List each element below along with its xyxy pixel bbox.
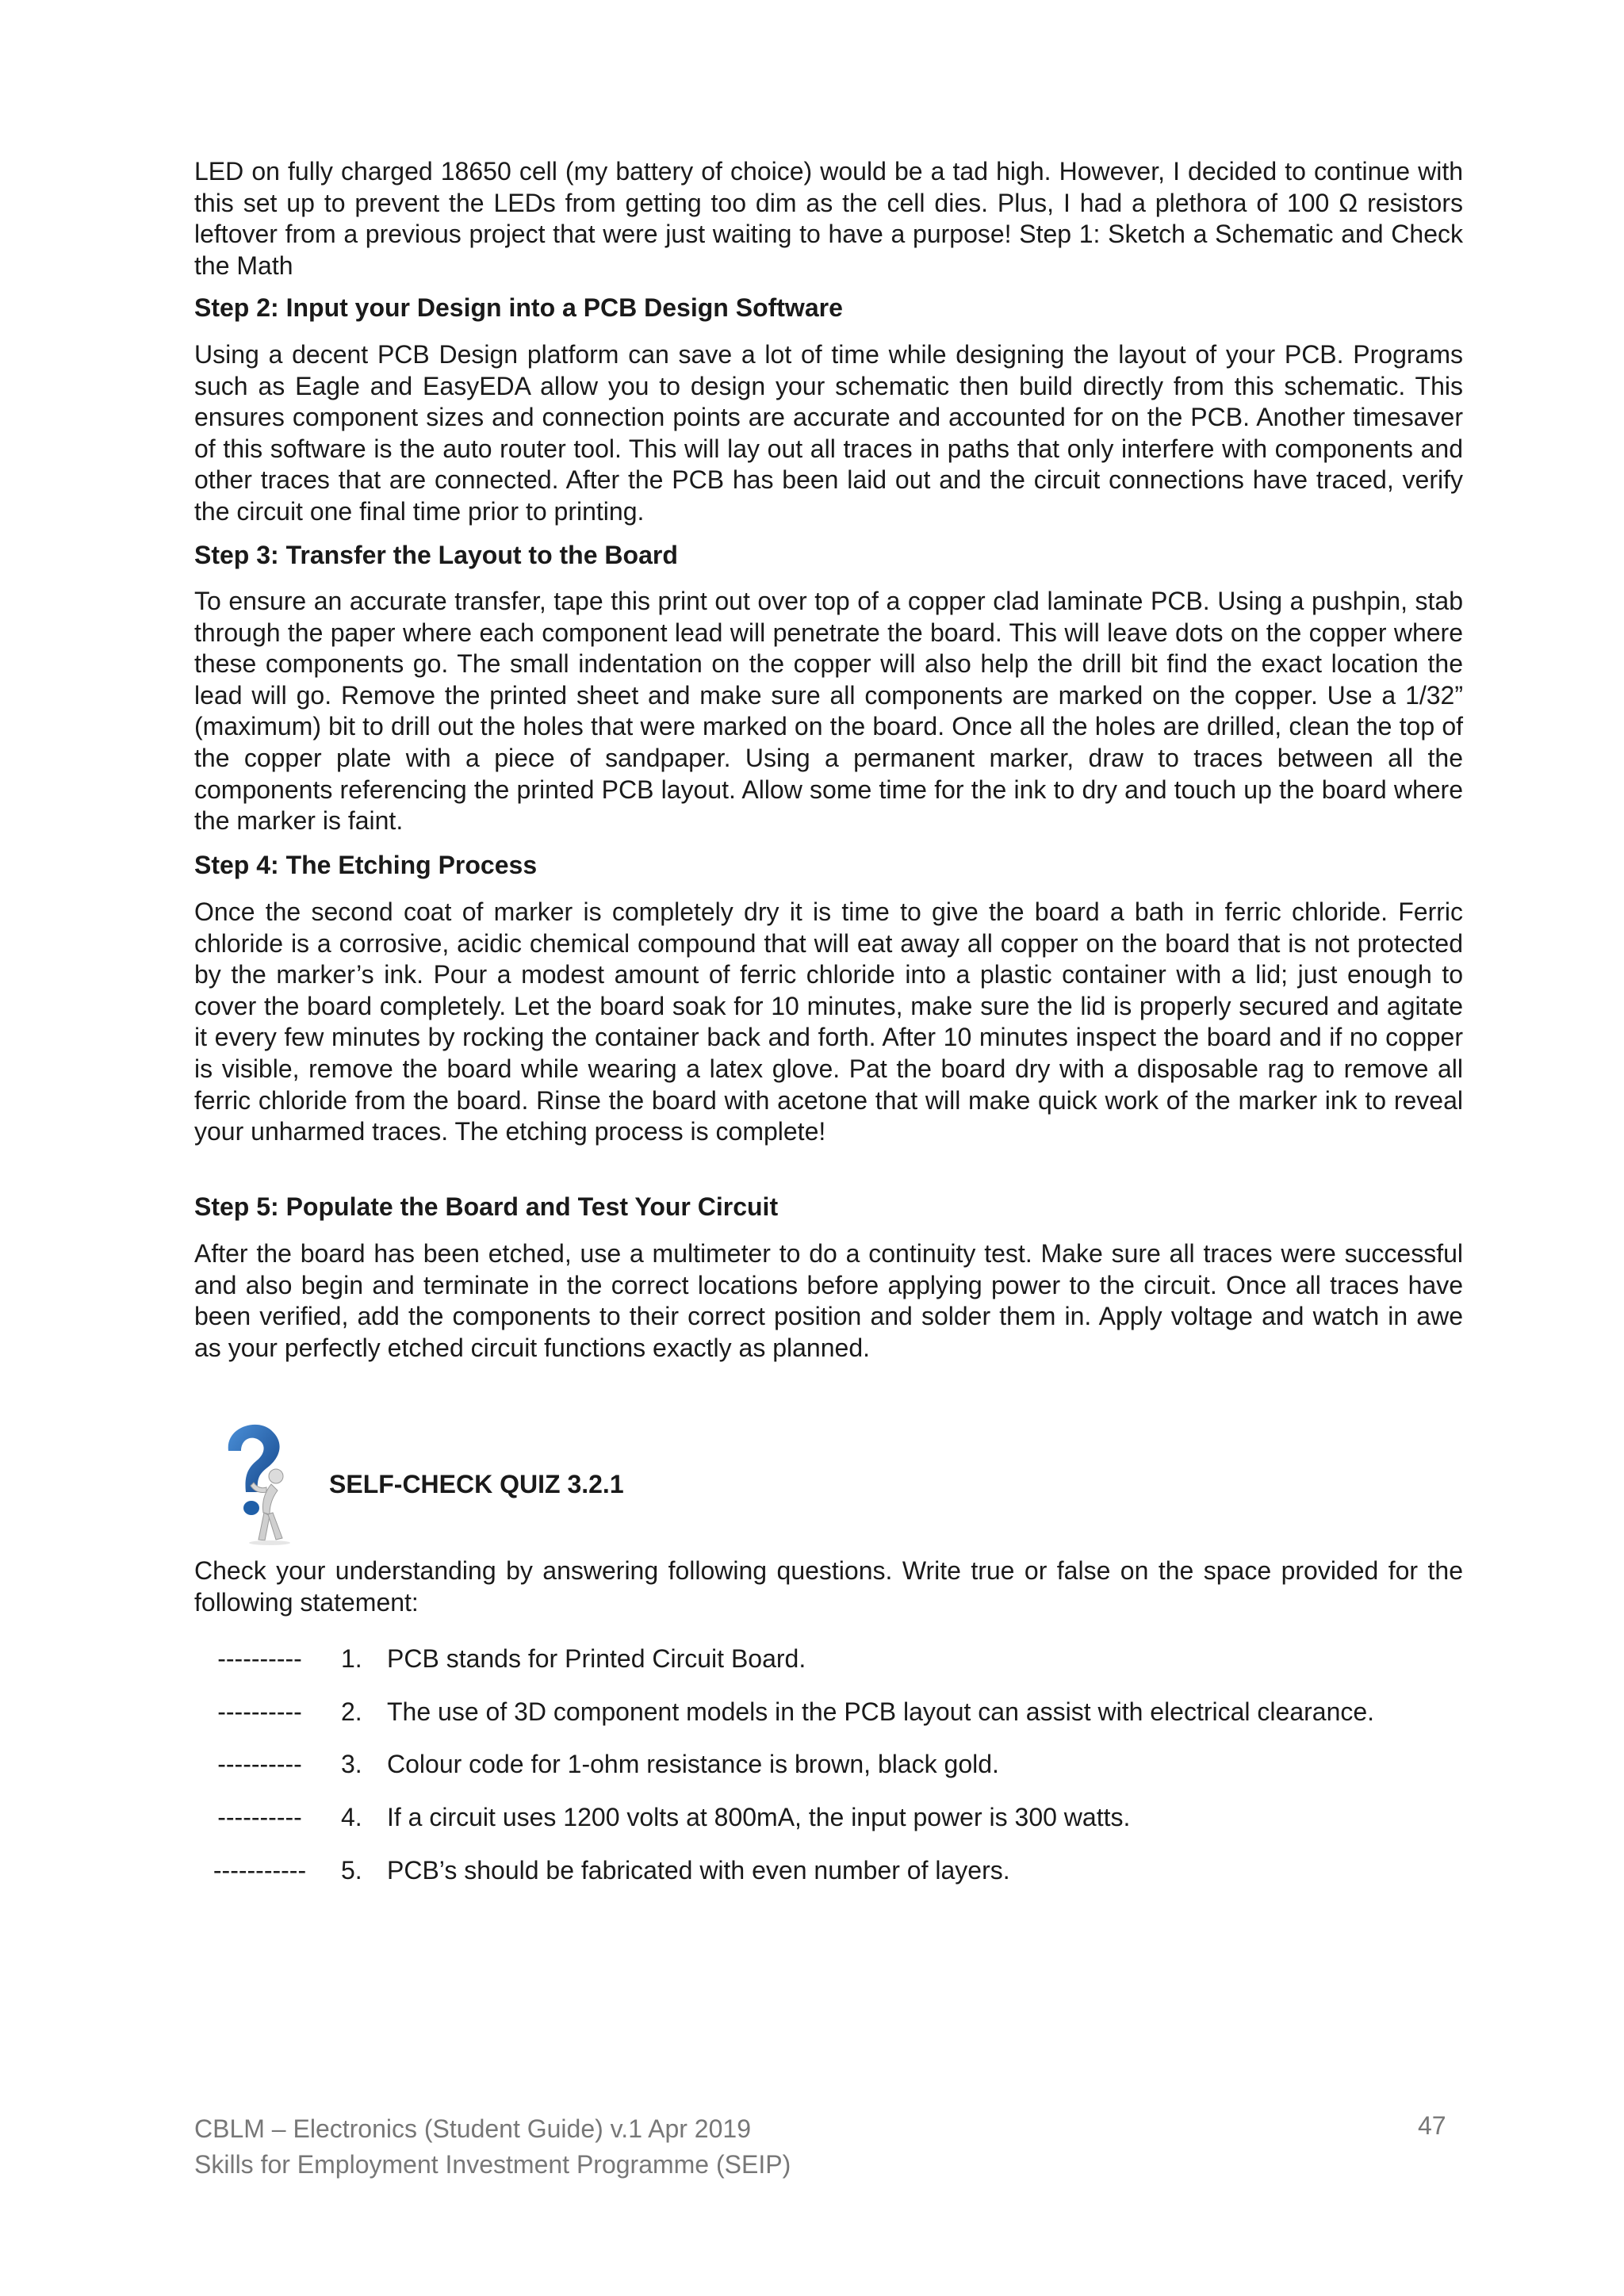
step3-heading: Step 3: Transfer the Layout to the Board xyxy=(194,541,678,569)
quiz-item-text: PCB’s should be fabricated with even number of layers. xyxy=(387,1856,1010,1885)
question-mark-figure-icon xyxy=(214,1419,301,1546)
quiz-item xyxy=(194,1748,1542,1780)
page-number: 47 xyxy=(1418,2111,1446,2140)
step2-paragraph: Using a decent PCB Design platform can save a lot of time while designing the layout of your PCB. Programs such as Eagle and EasyEDA allow you to design your schematic then build directly from this schematic. This ensures component sizes and connection points are accurate and accounted for on the PCB. Another timesaver of this software is the auto router tool. This will lay out all traces in paths that only interfere with components and other traces that are connected. After the PCB has been laid out and the circuit connections have traced, verify the circuit one final time prior to printing. xyxy=(194,340,1463,526)
answer-blank[interactable]: ---------- xyxy=(217,1644,302,1673)
quiz-item-text: If a circuit uses 1200 volts at 800mA, the input power is 300 watts. xyxy=(387,1803,1131,1831)
quiz-item xyxy=(194,1854,1542,1886)
quiz-item xyxy=(194,1643,1542,1674)
quiz-item-text: Colour code for 1-ohm resistance is brown, black gold. xyxy=(387,1750,999,1778)
quiz-item-number: 3. xyxy=(341,1750,362,1778)
quiz-item xyxy=(194,1696,1542,1728)
quiz-instructions: Check your understanding by answering following questions. Write true or false on the space provided for the following statement: xyxy=(194,1556,1463,1617)
step5-paragraph: After the board has been etched, use a multimeter to do a continuity test. Make sure all traces were successful and also begin and terminate in the correct locations before applying power to the circuit. Once all traces have been verified, add the components to their correct position and solder them in. Apply voltage and watch in awe as your perfectly etched circuit functions exactly as planned. xyxy=(194,1239,1463,1362)
quiz-item-number: 1. xyxy=(341,1644,362,1673)
quiz-item-text: PCB stands for Printed Circuit Board. xyxy=(387,1644,806,1673)
step5-heading: Step 5: Populate the Board and Test Your Circuit xyxy=(194,1192,779,1221)
step3-paragraph: To ensure an accurate transfer, tape this print out over top of a copper clad laminate PCB. Using a pushpin, stab through the paper where each component lead will penetrate the board. This will leave dots on the copper where these components go. The small indentation on the copper will also help the drill bit find the exact location the lead will go. Remove the printed sheet and make sure all components are marked on the copper. Use a 1/32” (maximum) bit to drill out the holes that were marked on the board. Once all the holes are drilled, clean the top of the copper plate with a piece of sandpaper. Using a permanent marker, draw to traces between all the components referencing the printed PCB layout. Allow some time for the ink to dry and touch up the board where the marker is faint. xyxy=(194,587,1463,836)
quiz-item xyxy=(194,1801,1542,1833)
quiz-item-number: 4. xyxy=(341,1803,362,1831)
answer-blank[interactable]: ---------- xyxy=(217,1697,302,1726)
document-page xyxy=(194,0,1463,2296)
quiz-item-number: 5. xyxy=(341,1856,362,1885)
quiz-title: SELF-CHECK QUIZ 3.2.1 xyxy=(329,1470,624,1498)
step2-heading: Step 2: Input your Design into a PCB Design Software xyxy=(194,293,843,322)
answer-blank[interactable]: ---------- xyxy=(217,1750,302,1778)
quiz-item-number: 2. xyxy=(341,1697,362,1726)
footer-title: CBLM – Electronics (Student Guide) v.1 Apr 2019 xyxy=(194,2114,751,2143)
footer-programme: Skills for Employment Investment Programme (SEIP) xyxy=(194,2150,791,2179)
quiz-item-text: The use of 3D component models in the PCB layout can assist with electrical clearance. xyxy=(387,1697,1375,1726)
intro-paragraph: LED on fully charged 18650 cell (my battery of choice) would be a tad high. However, I decided to continue with this set up to prevent the LEDs from getting too dim as the cell dies. Plus, I had a plethora of 100 Ω resistors leftover from a previous project that were just waiting to have a purpose! Step 1: Sketch a Schematic and Check the Math xyxy=(194,157,1463,280)
answer-blank[interactable]: ---------- xyxy=(217,1803,302,1831)
step4-paragraph: Once the second coat of marker is completely dry it is time to give the board a bath in ferric chloride. Ferric chloride is a corrosive, acidic chemical compound that will eat away all copper on the board that is not protected by the marker’s ink. Pour a modest amount of ferric chloride into a plastic container with a lid; just enough to cover the board completely. Let the board soak for 10 minutes, make sure the lid is properly secured and agitate it every few minutes by rocking the container back and forth. After 10 minutes inspect the board and if no copper is visible, remove the board while wearing a latex glove. Pat the board dry with a disposable rag to remove all ferric chloride from the board. Rinse the board with acetone that will make quick work of the marker ink to reveal your unharmed traces. The etching process is complete! xyxy=(194,897,1463,1146)
step4-heading: Step 4: The Etching Process xyxy=(194,851,538,879)
answer-blank[interactable]: ----------- xyxy=(213,1856,307,1885)
